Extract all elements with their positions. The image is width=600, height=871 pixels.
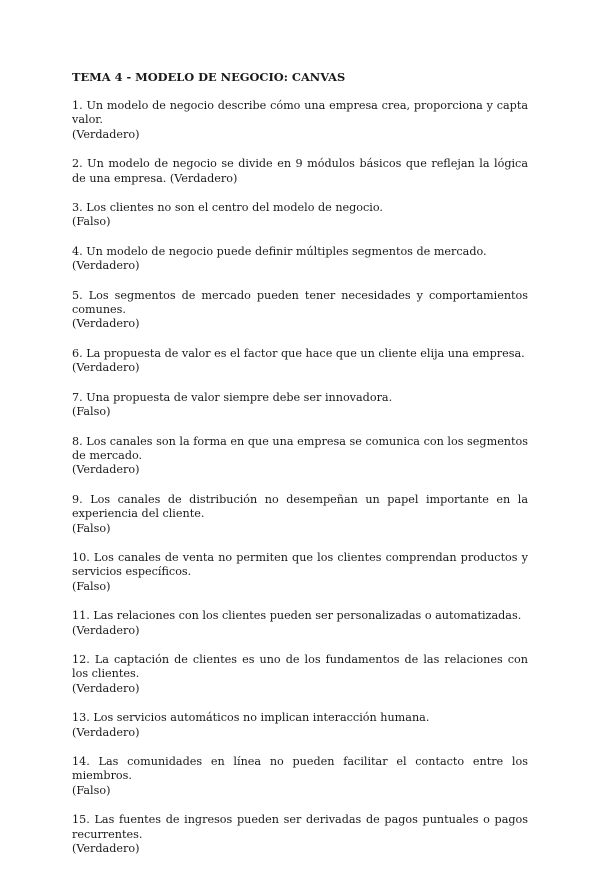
question-item [72,551,528,594]
question-item [72,201,528,230]
question-statement: 15. Las fuentes de ingresos pueden ser derivadas de pagos puntuales o pagos recurrentes. [72,813,528,841]
question-answer: (Verdadero) [72,317,140,331]
question-answer: (Falso) [72,215,111,229]
question-statement: 2. Un modelo de negocio se divide en 9 módulos básicos que reflejan la lógica de una empresa. (Verdadero) [72,157,528,185]
question-item [72,653,528,696]
question-statement: 11. Las relaciones con los clientes pueden ser personalizadas o automatizadas. [72,609,522,623]
question-item [72,245,528,274]
question-answer: (Verdadero) [72,842,140,856]
question-answer: (Verdadero) [169,171,238,185]
question-statement: 14. Las comunidades en línea no pueden facilitar el contacto entre los miembros. [72,755,528,783]
question-answer: (Verdadero) [72,725,140,739]
question-item [72,157,528,186]
question-item [72,755,528,798]
question-item [72,493,528,536]
question-item [72,609,528,638]
question-item [72,813,528,856]
question-answer: (Verdadero) [72,681,140,695]
question-statement: 4. Un modelo de negocio puede definir múltiples segmentos de mercado. [72,244,487,258]
question-statement: 7. Una propuesta de valor siempre debe ser innovadora. [72,390,393,404]
document-title: TEMA 4 - MODELO DE NEGOCIO: CANVAS [72,70,346,84]
question-answer: (Verdadero) [72,463,140,477]
question-answer: (Verdadero) [72,361,140,375]
question-answer: (Verdadero) [72,259,140,273]
question-item [72,289,528,332]
document-page [72,70,528,871]
question-statement: 9. Los canales de distribución no desempeñan un papel importante en la experiencia del cliente. [72,492,528,521]
question-item [72,391,528,420]
question-statement: 5. Los segmentos de mercado pueden tener necesidades y comportamientos comunes. [72,288,528,317]
question-answer: (Verdadero) [72,127,140,141]
question-answer: (Verdadero) [72,623,140,637]
question-answer: (Falso) [72,783,111,797]
question-item [72,99,528,142]
question-statement: 3. Los clientes no son el centro del modelo de negocio. [72,201,383,215]
question-statement: 12. La captación de clientes es uno de los fundamentos de las relaciones con los clientes. [72,652,528,681]
question-answer: (Falso) [72,405,111,419]
question-statement: 1. Un modelo de negocio describe cómo una empresa crea, proporciona y capta valor. [72,99,528,127]
question-item [72,435,528,478]
question-answer: (Falso) [72,579,111,593]
question-statement: 6. La propuesta de valor es el factor que hace que un cliente elija una empresa. [72,346,525,360]
question-item [72,347,528,376]
question-statement: 13. Los servicios automáticos no implican interacción humana. [72,711,430,725]
question-statement: 8. Los canales son la forma en que una empresa se comunica con los segmentos de mercado. [72,434,528,462]
question-item [72,711,528,740]
question-answer: (Falso) [72,521,111,535]
question-statement: 10. Los canales de venta no permiten que los clientes comprendan productos y servicios específicos. [72,550,528,579]
